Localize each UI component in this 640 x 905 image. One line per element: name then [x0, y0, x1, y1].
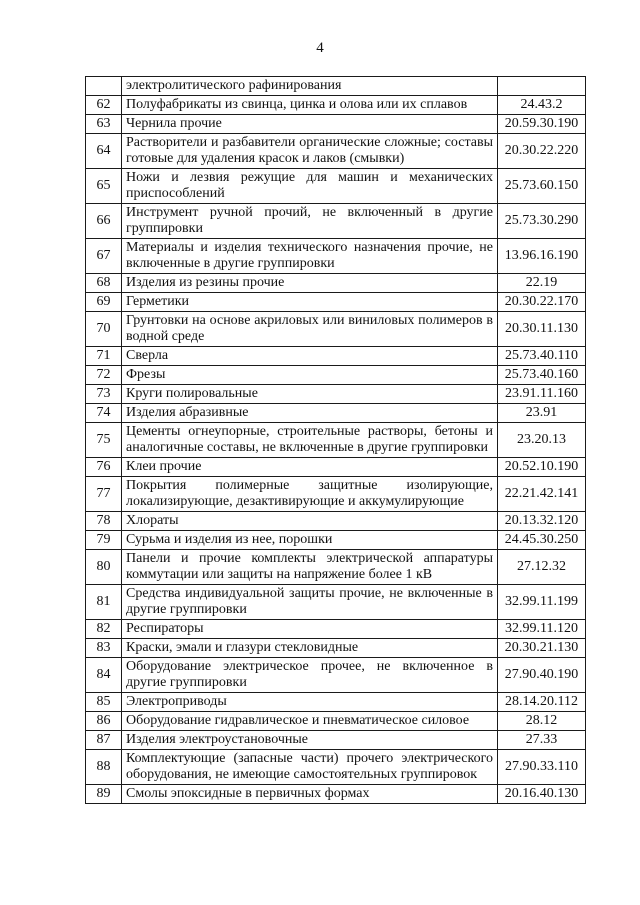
- code-cell: 25.73.30.290: [498, 204, 586, 239]
- row-number-cell: 73: [86, 385, 122, 404]
- code-cell: 25.73.40.160: [498, 366, 586, 385]
- description-cell: Изделия абразивные: [122, 404, 498, 423]
- code-cell: 23.20.13: [498, 423, 586, 458]
- code-cell: 20.30.22.220: [498, 134, 586, 169]
- code-cell: 27.90.33.110: [498, 750, 586, 785]
- code-cell: 20.16.40.130: [498, 785, 586, 804]
- description-cell: Растворители и разбавители органические сложные; составы готовые для удаления красок и лаков (смывки): [122, 134, 498, 169]
- description-cell: Герметики: [122, 293, 498, 312]
- description-cell: Комплектующие (запасные части) прочего электрического оборудования, не имеющие самостоятельных группировок: [122, 750, 498, 785]
- description-cell: Панели и прочие комплекты электрической аппаратуры коммутации или защиты на напряжение более 1 кВ: [122, 550, 498, 585]
- row-number-cell: 88: [86, 750, 122, 785]
- table-row: [86, 204, 586, 239]
- description-cell: Изделия электроустановочные: [122, 731, 498, 750]
- row-number-cell: 89: [86, 785, 122, 804]
- row-number-cell: 70: [86, 312, 122, 347]
- row-number-cell: 76: [86, 458, 122, 477]
- row-number-cell: 63: [86, 115, 122, 134]
- row-number-cell: 85: [86, 693, 122, 712]
- row-number-cell: 75: [86, 423, 122, 458]
- row-number-cell: 69: [86, 293, 122, 312]
- description-cell: Чернила прочие: [122, 115, 498, 134]
- row-number-cell: 86: [86, 712, 122, 731]
- code-cell: 20.59.30.190: [498, 115, 586, 134]
- description-cell: Сурьма и изделия из нее, порошки: [122, 531, 498, 550]
- code-cell: 24.45.30.250: [498, 531, 586, 550]
- table-row: [86, 312, 586, 347]
- description-cell: Изделия из резины прочие: [122, 274, 498, 293]
- description-cell: Материалы и изделия технического назначения прочие, не включенные в другие группировки: [122, 239, 498, 274]
- description-cell: Полуфабрикаты из свинца, цинка и олова или их сплавов: [122, 96, 498, 115]
- table-row: [86, 347, 586, 366]
- code-cell: 22.21.42.141: [498, 477, 586, 512]
- row-number-cell: 68: [86, 274, 122, 293]
- description-cell: Круги полировальные: [122, 385, 498, 404]
- table-row: [86, 423, 586, 458]
- table-row: [86, 77, 586, 96]
- row-number-cell: 81: [86, 585, 122, 620]
- description-cell: Электроприводы: [122, 693, 498, 712]
- description-cell: Респираторы: [122, 620, 498, 639]
- table-row: [86, 96, 586, 115]
- row-number-cell: [86, 77, 122, 96]
- code-cell: 13.96.16.190: [498, 239, 586, 274]
- row-number-cell: 67: [86, 239, 122, 274]
- row-number-cell: 87: [86, 731, 122, 750]
- row-number-cell: 65: [86, 169, 122, 204]
- description-cell: Сверла: [122, 347, 498, 366]
- description-cell: Средства индивидуальной защиты прочие, не включенные в другие группировки: [122, 585, 498, 620]
- table-row: [86, 639, 586, 658]
- row-number-cell: 66: [86, 204, 122, 239]
- row-number-cell: 79: [86, 531, 122, 550]
- table-row: [86, 274, 586, 293]
- code-cell: 28.12: [498, 712, 586, 731]
- description-cell: Хлораты: [122, 512, 498, 531]
- description-cell: Краски, эмали и глазури стекловидные: [122, 639, 498, 658]
- table-row: [86, 750, 586, 785]
- code-cell: 20.30.11.130: [498, 312, 586, 347]
- table-row: [86, 620, 586, 639]
- code-cell: 20.52.10.190: [498, 458, 586, 477]
- table-row: [86, 712, 586, 731]
- code-cell: 25.73.60.150: [498, 169, 586, 204]
- table-row: [86, 239, 586, 274]
- table-row: [86, 134, 586, 169]
- table-row: [86, 115, 586, 134]
- row-number-cell: 71: [86, 347, 122, 366]
- row-number-cell: 64: [86, 134, 122, 169]
- description-cell: Ножи и лезвия режущие для машин и механических приспособлений: [122, 169, 498, 204]
- row-number-cell: 80: [86, 550, 122, 585]
- table-row: [86, 585, 586, 620]
- code-cell: 24.43.2: [498, 96, 586, 115]
- product-code-table: [85, 76, 586, 804]
- description-cell: Смолы эпоксидные в первичных формах: [122, 785, 498, 804]
- description-cell: Покрытия полимерные защитные изолирующие, локализирующие, дезактивирующие и аккумулирующие: [122, 477, 498, 512]
- table-row: [86, 477, 586, 512]
- row-number-cell: 78: [86, 512, 122, 531]
- table-row: [86, 385, 586, 404]
- page-number: 4: [316, 40, 324, 56]
- row-number-cell: 82: [86, 620, 122, 639]
- table-row: [86, 658, 586, 693]
- row-number-cell: 62: [86, 96, 122, 115]
- row-number-cell: 83: [86, 639, 122, 658]
- row-number-cell: 72: [86, 366, 122, 385]
- table-row: [86, 550, 586, 585]
- description-cell: Клеи прочие: [122, 458, 498, 477]
- code-cell: 32.99.11.120: [498, 620, 586, 639]
- description-cell: Оборудование электрическое прочее, не включенное в другие группировки: [122, 658, 498, 693]
- table-row: [86, 531, 586, 550]
- code-cell: 27.33: [498, 731, 586, 750]
- description-cell: Оборудование гидравлическое и пневматическое силовое: [122, 712, 498, 731]
- table-row: [86, 785, 586, 804]
- description-cell: Инструмент ручной прочий, не включенный в другие группировки: [122, 204, 498, 239]
- row-number-cell: 74: [86, 404, 122, 423]
- table-row: [86, 169, 586, 204]
- table-row: [86, 512, 586, 531]
- table-body: [86, 77, 586, 804]
- code-cell: 28.14.20.112: [498, 693, 586, 712]
- code-cell: 27.12.32: [498, 550, 586, 585]
- description-cell: Фрезы: [122, 366, 498, 385]
- table-row: [86, 366, 586, 385]
- row-number-cell: 77: [86, 477, 122, 512]
- code-cell: 27.90.40.190: [498, 658, 586, 693]
- code-cell: 22.19: [498, 274, 586, 293]
- table-row: [86, 404, 586, 423]
- code-cell: 23.91: [498, 404, 586, 423]
- code-cell: 25.73.40.110: [498, 347, 586, 366]
- code-cell: 20.30.21.130: [498, 639, 586, 658]
- row-number-cell: 84: [86, 658, 122, 693]
- code-cell: 20.13.32.120: [498, 512, 586, 531]
- description-cell: электролитического рафинирования: [122, 77, 498, 96]
- code-cell: 32.99.11.199: [498, 585, 586, 620]
- code-cell: 23.91.11.160: [498, 385, 586, 404]
- table-row: [86, 458, 586, 477]
- table-row: [86, 293, 586, 312]
- code-cell: 20.30.22.170: [498, 293, 586, 312]
- description-cell: Цементы огнеупорные, строительные растворы, бетоны и аналогичные составы, не включенные в другие группировки: [122, 423, 498, 458]
- description-cell: Грунтовки на основе акриловых или виниловых полимеров в водной среде: [122, 312, 498, 347]
- table-row: [86, 693, 586, 712]
- table-row: [86, 731, 586, 750]
- code-cell: [498, 77, 586, 96]
